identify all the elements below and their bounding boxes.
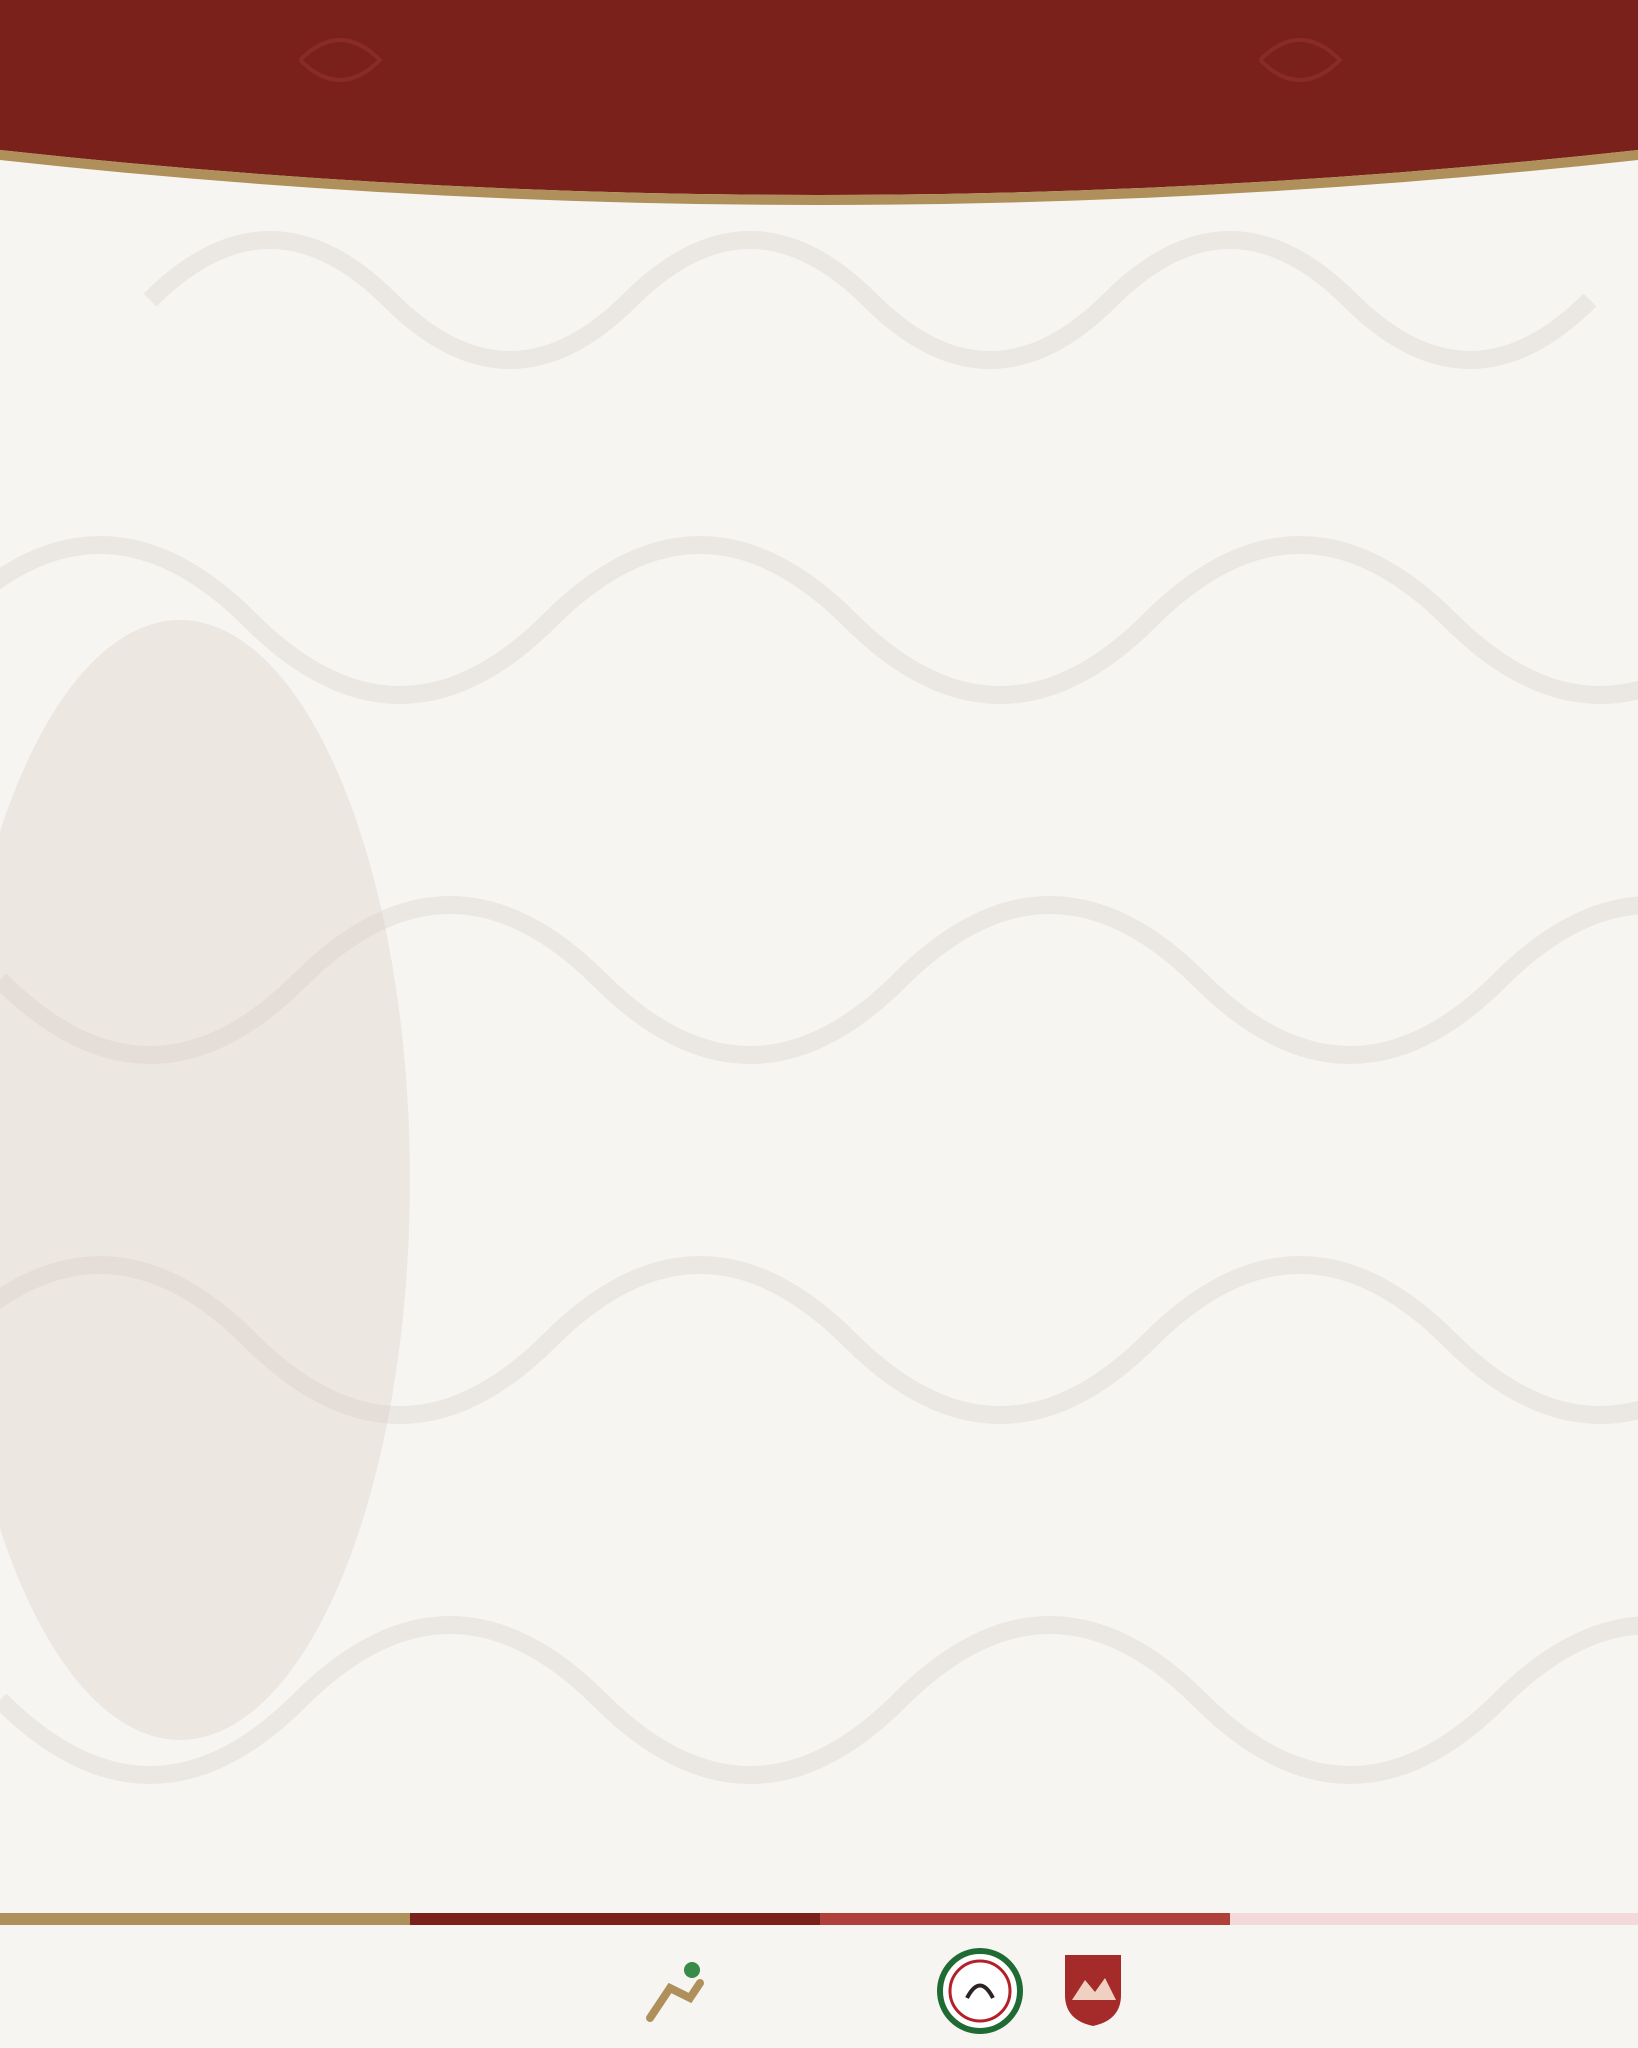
federacion-charros-seal [935,1946,1025,2036]
header [0,0,1638,230]
gobierno-shield-icon [1060,1950,1126,2028]
bottom-stripe-pink [1230,1913,1638,1925]
footer-logos [0,1938,1638,2048]
bottom-stripe-red [820,1913,1230,1925]
bottom-stripe-gold [0,1913,410,1925]
conade-runner-icon [640,1958,710,2028]
header-ribbon [0,0,1638,230]
gobierno-zacatecas-logo [1060,1950,1300,2036]
bottom-stripe-maroon [410,1913,820,1925]
conade-logo [640,1953,900,2033]
